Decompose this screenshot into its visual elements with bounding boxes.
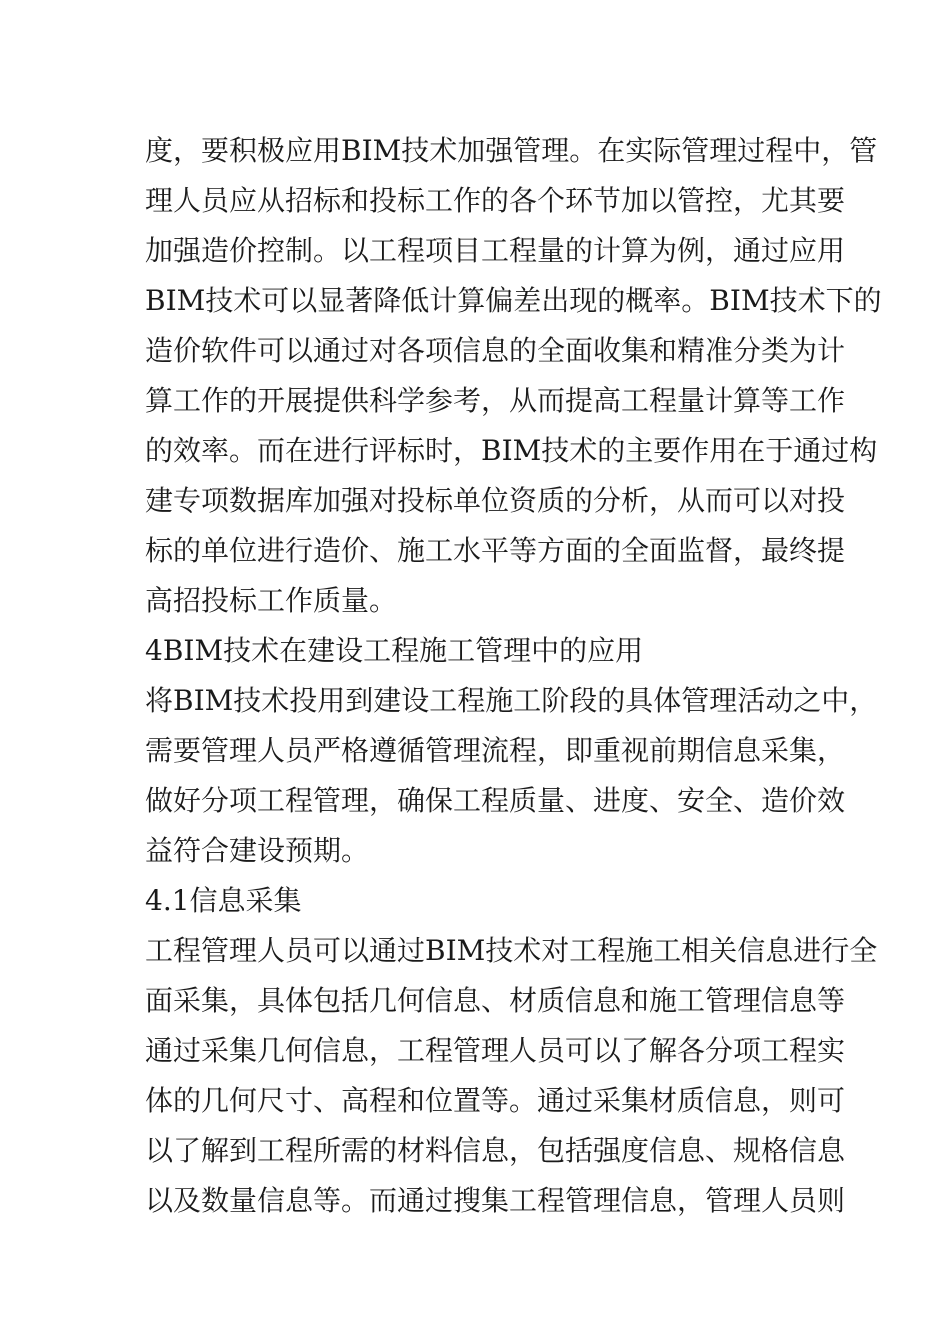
text-line: 需要管理人员严格遵循管理流程，即重视前期信息采集， [145, 734, 846, 767]
text-line: 标的单位进行造价、施工水平等方面的全面监督，最终提 [145, 534, 846, 567]
text-line: 益符合建设预期。 [145, 834, 370, 867]
document-content [145, 126, 882, 1226]
paragraph-construction-management [145, 676, 878, 876]
paragraph-bim-bidding [145, 126, 882, 626]
text-line: 将BIM技术投用到建设工程施工阶段的具体管理活动之中， [145, 684, 878, 717]
text-line: 做好分项工程管理，确保工程质量、进度、安全、造价效 [145, 784, 846, 817]
text-line: 以及数量信息等。而通过搜集工程管理信息，管理人员则 [145, 1184, 846, 1217]
heading-text: 4.1信息采集 [145, 884, 302, 917]
text-line: 工程管理人员可以通过BIM技术对工程施工相关信息进行全 [145, 934, 878, 967]
text-line: 加强造价控制。以工程项目工程量的计算为例，通过应用 [145, 234, 846, 267]
text-line: 算工作的开展提供科学参考，从而提高工程量计算等工作 [145, 384, 846, 417]
text-line: 面采集，具体包括几何信息、材质信息和施工管理信息等 [145, 984, 846, 1017]
text-line: 的效率。而在进行评标时，BIM技术的主要作用在于通过构 [145, 434, 878, 467]
text-line: 造价软件可以通过对各项信息的全面收集和精准分类为计 [145, 334, 846, 367]
text-line: 高招投标工作质量。 [145, 584, 398, 617]
section-heading-4-1 [145, 876, 807, 926]
text-line: 度，要积极应用BIM技术加强管理。在实际管理过程中，管 [145, 134, 878, 167]
text-line: 建专项数据库加强对投标单位资质的分析，从而可以对投 [145, 484, 846, 517]
text-line: BIM技术可以显著降低计算偏差出现的概率。BIM技术下的 [145, 284, 882, 317]
text-line: 通过采集几何信息，工程管理人员可以了解各分项工程实 [145, 1034, 846, 1067]
text-line: 理人员应从招标和投标工作的各个环节加以管控，尤其要 [145, 184, 846, 217]
heading-text: 4BIM技术在建设工程施工管理中的应用 [145, 634, 644, 667]
section-heading-4 [145, 626, 807, 676]
paragraph-information-collection [145, 926, 878, 1226]
text-line: 体的几何尺寸、高程和位置等。通过采集材质信息，则可 [145, 1084, 846, 1117]
text-line: 以了解到工程所需的材料信息，包括强度信息、规格信息 [145, 1134, 846, 1167]
